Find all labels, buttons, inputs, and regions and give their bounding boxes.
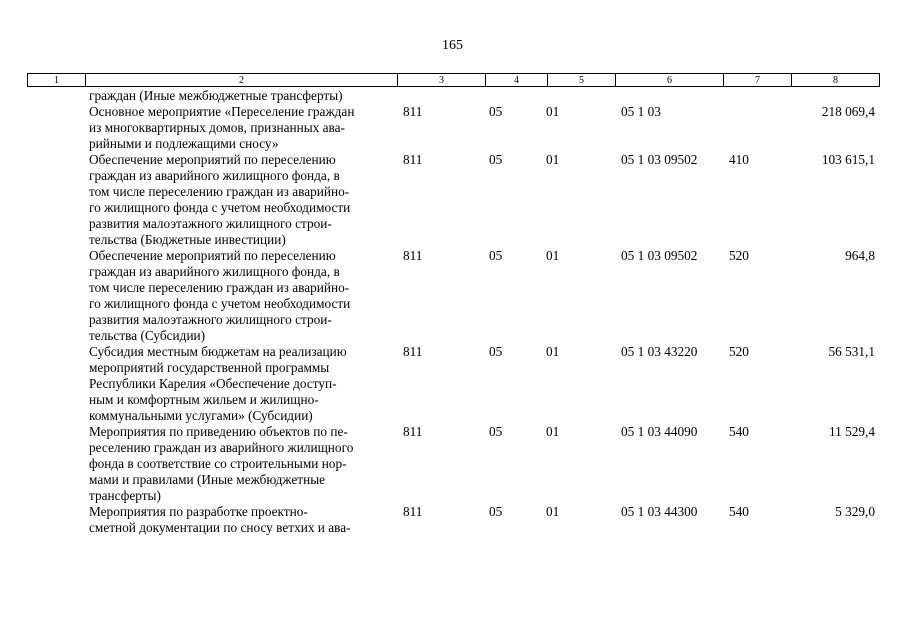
description-line: реселению граждан из аварийного жилищного [89,440,354,455]
subsection-code-cell: 01 [546,248,560,263]
section-code-cell: 05 [489,424,503,439]
table-row [0,344,905,424]
description-line: граждан (Иные межбюджетные трансферты) [89,88,343,103]
description-line: тельства (Субсидии) [89,328,206,343]
target-article-cell: 05 1 03 43220 [621,344,698,359]
expense-type-cell: 520 [729,344,749,359]
description-line: из многоквартирных домов, признанных ава- [89,120,345,135]
amount-cell: 218 069,4 [821,104,875,119]
target-article-cell: 05 1 03 09502 [621,248,698,263]
subsection-code-cell: 01 [546,424,560,439]
column-number-header [27,73,880,87]
description-line: трансферты) [89,488,161,503]
description-line: граждан из аварийного жилищного фонда, в [89,264,340,279]
description-line: Субсидия местным бюджетам на реализацию [89,344,347,359]
amount-cell: 56 531,1 [828,344,875,359]
description-line: мероприятий государственной программы [89,360,330,375]
subsection-code-cell: 01 [546,504,560,519]
section-code-cell: 05 [489,504,503,519]
target-article-cell: 05 1 03 [621,104,661,119]
description-line: Республики Карелия «Обеспечение доступ- [89,376,337,391]
description-line: том числе переселению граждан из аварийно- [89,280,350,295]
table-row [0,248,905,344]
section-code-cell: 05 [489,104,503,119]
amount-cell: 5 329,0 [835,504,875,519]
table-row [0,104,905,152]
admin-code-cell: 811 [403,248,423,263]
description-line: тельства (Бюджетные инвестиции) [89,232,286,247]
description-line: ным и комфортным жильем и жилищно- [89,392,319,407]
admin-code-cell: 811 [403,424,423,439]
description-line: Обеспечение мероприятий по переселению [89,248,336,263]
target-article-cell: 05 1 03 09502 [621,152,698,167]
subsection-code-cell: 01 [546,152,560,167]
description-line: го жилищного фонда с учетом необходимости [89,200,351,215]
description-line: Основное мероприятие «Переселение граждан [89,104,355,119]
subsection-code-cell: 01 [546,104,560,119]
description-line: го жилищного фонда с учетом необходимости [89,296,351,311]
page-number: 165 [442,38,463,53]
budget-table-body [0,88,905,536]
section-code-cell: 05 [489,344,503,359]
column-header-8: 8 [792,74,880,87]
description-line: коммунальными услугами» (Субсидии) [89,408,313,423]
expense-type-cell: 520 [729,248,749,263]
column-header-5: 5 [548,74,616,87]
column-header-1: 1 [28,74,86,87]
admin-code-cell: 811 [403,104,423,119]
admin-code-cell: 811 [403,504,423,519]
description-line: сметной документации по сносу ветхих и ава- [89,520,351,535]
description-line: Обеспечение мероприятий по переселению [89,152,336,167]
description-line: граждан из аварийного жилищного фонда, в [89,168,340,183]
table-row [0,424,905,504]
description-line: развития малоэтажного жилищного строи- [89,216,332,231]
column-header-2: 2 [86,74,398,87]
admin-code-cell: 811 [403,344,423,359]
amount-cell: 11 529,4 [828,424,875,439]
amount-cell: 103 615,1 [821,152,875,167]
column-header-3: 3 [398,74,486,87]
description-line: Мероприятия по приведению объектов по пе- [89,424,348,439]
expense-type-cell: 540 [729,424,749,439]
column-header-7: 7 [724,74,792,87]
description-line: том числе переселению граждан из аварийно- [89,184,350,199]
description-line: рийными и подлежащими сносу» [89,136,279,151]
expense-type-cell: 410 [729,152,749,167]
table-row [0,88,905,104]
table-row [0,504,905,536]
amount-cell: 964,8 [845,248,875,263]
section-code-cell: 05 [489,152,503,167]
admin-code-cell: 811 [403,152,423,167]
description-line: фонда в соответствие со строительными нор- [89,456,347,471]
target-article-cell: 05 1 03 44300 [621,504,698,519]
column-header-4: 4 [486,74,548,87]
description-line: Мероприятия по разработке проектно- [89,504,308,519]
expense-type-cell: 540 [729,504,749,519]
column-header-6: 6 [616,74,724,87]
description-line: мами и правилами (Иные межбюджетные [89,472,326,487]
subsection-code-cell: 01 [546,344,560,359]
description-line: развития малоэтажного жилищного строи- [89,312,332,327]
section-code-cell: 05 [489,248,503,263]
table-row [0,152,905,248]
target-article-cell: 05 1 03 44090 [621,424,698,439]
